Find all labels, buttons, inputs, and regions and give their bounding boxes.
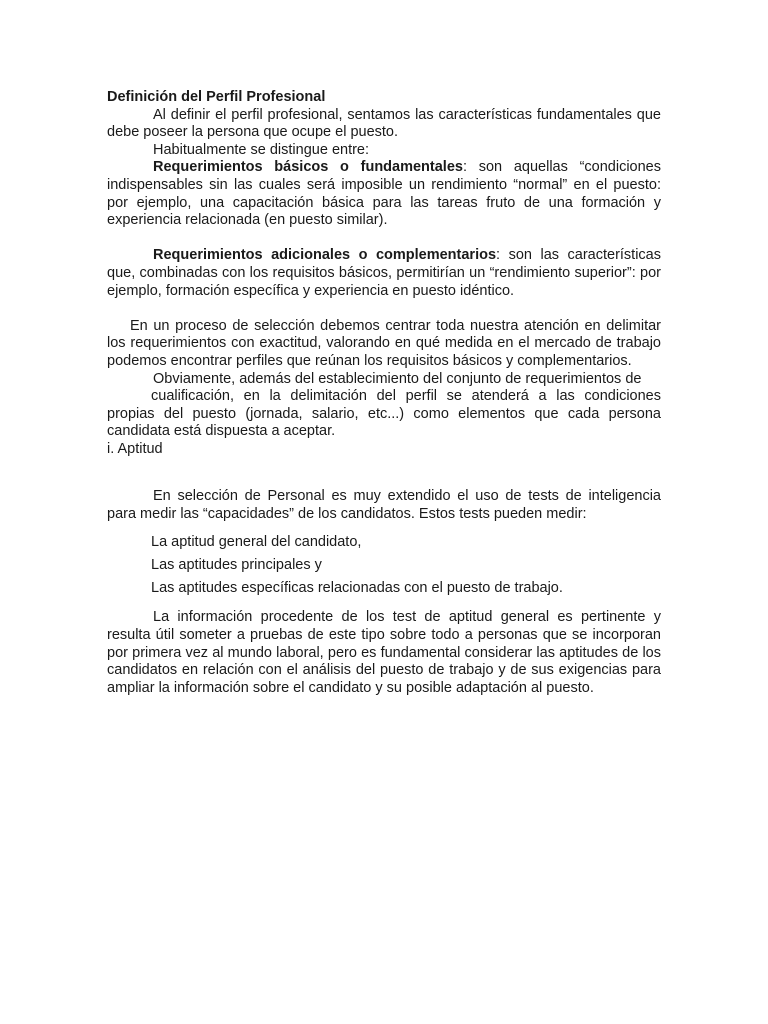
list-item: La aptitud general del candidato,	[151, 533, 362, 550]
document-page	[107, 89, 661, 697]
list-item: Las aptitudes principales y	[151, 556, 322, 573]
document-title: Definición del Perfil Profesional	[107, 89, 326, 105]
basic-requirements-text: : son aquellas “condiciones indispensables sin las cuales será imposible un rendimiento “normal” en el puesto: por ejemplo, una capacitación básica para las tareas fruto de una formación y experiencia relacionada (en puesto similar).	[107, 159, 661, 229]
aptitude-list	[107, 534, 661, 598]
basic-requirements-paragraph	[107, 159, 661, 229]
spacer	[107, 458, 661, 488]
additional-requirements-text: : son las características que, combinadas con los requisitos básicos, permitirían un “rendimiento superior”: por ejemplo, formación específica y experiencia en puesto idéntico.	[107, 247, 661, 299]
intro-paragraph: Al definir el perfil profesional, sentamos las características fundamentales que debe poseer la persona que ocupe el puesto.	[107, 106, 661, 141]
list-item: Las aptitudes específicas relacionadas con el puesto de trabajo.	[151, 579, 563, 596]
section-heading-aptitud: i. Aptitud	[107, 440, 163, 457]
selection-process-paragraph: En un proceso de selección debemos centrar toda nuestra atención en delimitar los requerimientos con exactitud, valorando en qué medida en el mercado de trabajo podemos encontrar perfiles que reúnan los requisitos básicos y complementarios.	[107, 317, 661, 369]
spacer	[107, 230, 661, 248]
obviously-line-2: cualificación, en la delimitación del perfil se atenderá a las condiciones	[151, 388, 661, 405]
basic-requirements-term: Requerimientos básicos o fundamentales	[153, 159, 463, 176]
obviously-rest: propias del puesto (jornada, salario, etc...) como elementos que cada persona candidata está dispuesta a aceptar.	[107, 405, 661, 440]
spacer	[107, 300, 661, 318]
distinguish-line: Habitualmente se distingue entre:	[153, 141, 370, 158]
obviously-line-1: Obviamente, además del establecimiento del conjunto de requerimientos de	[153, 370, 642, 387]
conclusion-paragraph: La información procedente de los test de aptitud general es pertinente y resulta útil someter a pruebas de este tipo sobre todo a personas que se incorporan por primera vez al mundo laboral, pero es fundamental considerar las aptitudes de los candidatos en relación con el análisis del puesto de trabajo y de sus exigencias para ampliar la información sobre el candidato y su posible adaptación al puesto.	[107, 609, 661, 696]
additional-requirements-term: Requerimientos adicionales o complementarios	[153, 247, 497, 264]
additional-requirements-paragraph	[107, 247, 661, 300]
tests-intro-paragraph: En selección de Personal es muy extendido el uso de tests de inteligencia para medir las “capacidades” de los candidatos. Estos tests pueden medir:	[107, 488, 661, 523]
